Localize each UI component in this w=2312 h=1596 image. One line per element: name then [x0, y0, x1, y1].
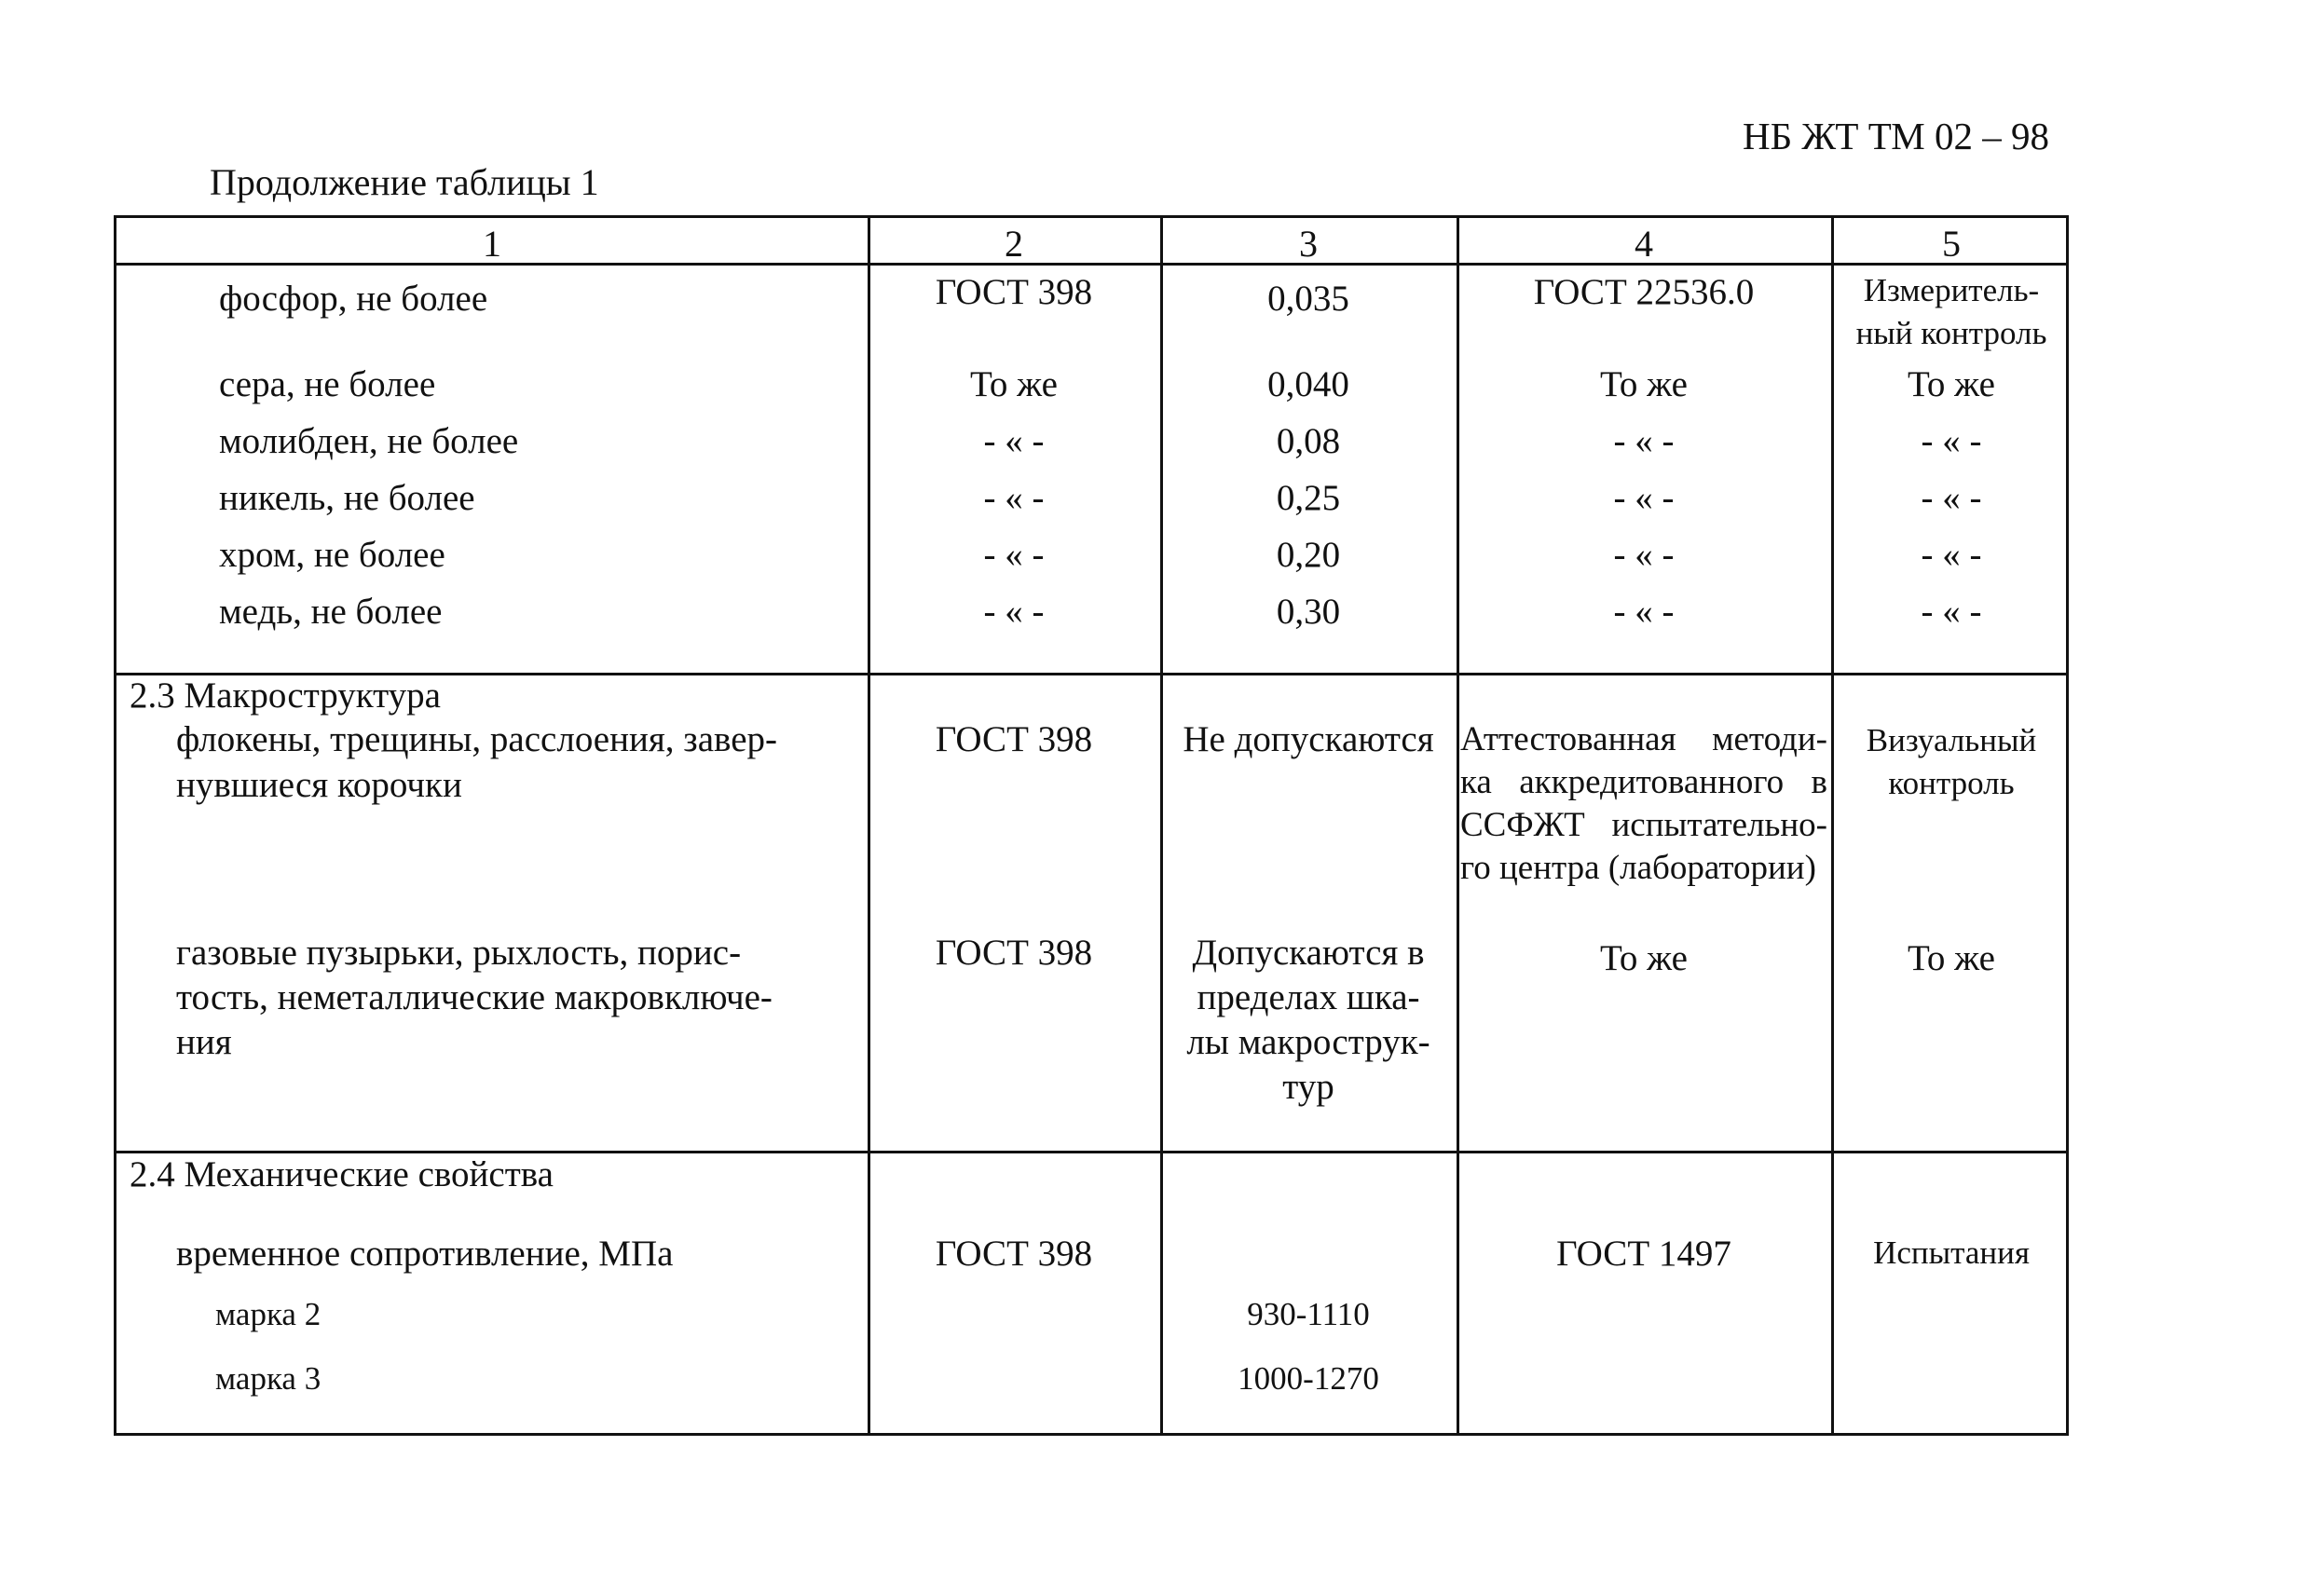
specification-table	[114, 215, 2069, 1436]
control-type: Визуальный	[1866, 722, 2037, 758]
defect-name-line: тость, неметаллические макровключе-	[176, 977, 773, 1017]
norm-value-line: тур	[1282, 1067, 1334, 1107]
defect-name-line: газовые пузырьки, рыхлость, порис-	[176, 933, 742, 973]
column-number-1: 1	[483, 223, 501, 265]
element-name: сера, не более	[219, 364, 436, 404]
test-method-line: Аттестованная методи-	[1460, 720, 1827, 758]
section-title: 2.3 Макроструктура	[130, 675, 441, 716]
norm-value: 0,30	[1276, 592, 1341, 632]
norm-value-line: пределах шка-	[1197, 977, 1420, 1017]
normative-doc: - « -	[983, 478, 1045, 518]
element-name: фосфор, не более	[219, 279, 488, 319]
norm-value: 0,08	[1276, 421, 1341, 461]
test-method: ГОСТ 22536.0	[1533, 272, 1755, 312]
norm-value-line: Допускаются в	[1192, 933, 1425, 973]
grade-value: 1000-1270	[1238, 1360, 1379, 1397]
normative-doc: - « -	[983, 592, 1045, 632]
control-type: - « -	[1921, 421, 1982, 461]
grade-name: марка 2	[215, 1296, 321, 1332]
table-caption: Продолжение таблицы 1	[210, 161, 599, 203]
column-number-2: 2	[1005, 223, 1023, 265]
column-number-3: 3	[1299, 223, 1318, 265]
norm-value-line: лы макрострук-	[1186, 1022, 1430, 1062]
normative-doc: ГОСТ 398	[935, 719, 1093, 759]
test-method-line: го центра (лаборатории)	[1460, 849, 1816, 887]
test-method-line: ССФЖТ испытательно-	[1460, 806, 1827, 844]
control-type: ный контроль	[1855, 315, 2047, 351]
column-number-5: 5	[1942, 223, 1961, 265]
test-method: - « -	[1613, 478, 1675, 518]
defect-name-line: флокены, трещины, расслоения, завер-	[176, 719, 777, 759]
defect-name-line: нувшиеся корочки	[176, 765, 462, 805]
element-name: медь, не более	[219, 592, 443, 632]
control-type: То же	[1908, 364, 1995, 404]
control-type: - « -	[1921, 592, 1982, 632]
test-method: То же	[1600, 364, 1688, 404]
normative-doc: ГОСТ 398	[935, 1234, 1093, 1274]
test-method: - « -	[1613, 421, 1675, 461]
norm-value: 0,25	[1276, 478, 1341, 518]
column-number-4: 4	[1635, 223, 1653, 265]
normative-doc: - « -	[983, 421, 1045, 461]
element-name: молибден, не более	[219, 421, 519, 461]
element-name: никель, не более	[219, 478, 475, 518]
normative-doc: То же	[970, 364, 1058, 404]
normative-doc: ГОСТ 398	[935, 933, 1093, 973]
test-method: - « -	[1613, 535, 1675, 575]
normative-doc: - « -	[983, 535, 1045, 575]
norm-value: 0,035	[1267, 279, 1349, 319]
normative-doc: ГОСТ 398	[935, 272, 1093, 312]
norm-value: Не допускаются	[1183, 719, 1434, 759]
control-type: Испытания	[1873, 1235, 2030, 1271]
defect-name-line: ния	[176, 1022, 232, 1062]
test-method-line: ка аккредитованного в	[1460, 763, 1827, 801]
control-type: То же	[1908, 938, 1995, 978]
control-type: контроль	[1888, 765, 2015, 801]
test-method: ГОСТ 1497	[1556, 1234, 1731, 1274]
grade-name: марка 3	[215, 1360, 321, 1397]
control-type: Измеритель-	[1863, 272, 2040, 308]
test-method: То же	[1600, 938, 1688, 978]
control-type: - « -	[1921, 478, 1982, 518]
element-name: хром, не более	[219, 535, 445, 575]
test-method: - « -	[1613, 592, 1675, 632]
norm-value: 0,040	[1267, 364, 1349, 404]
property-name: временное сопротивление, МПа	[176, 1234, 674, 1274]
norm-value: 0,20	[1276, 535, 1341, 575]
control-type: - « -	[1921, 535, 1982, 575]
grade-value: 930-1110	[1247, 1296, 1370, 1332]
document-code: НБ ЖТ ТМ 02 – 98	[1743, 115, 2049, 157]
section-title: 2.4 Механические свойства	[130, 1154, 554, 1194]
